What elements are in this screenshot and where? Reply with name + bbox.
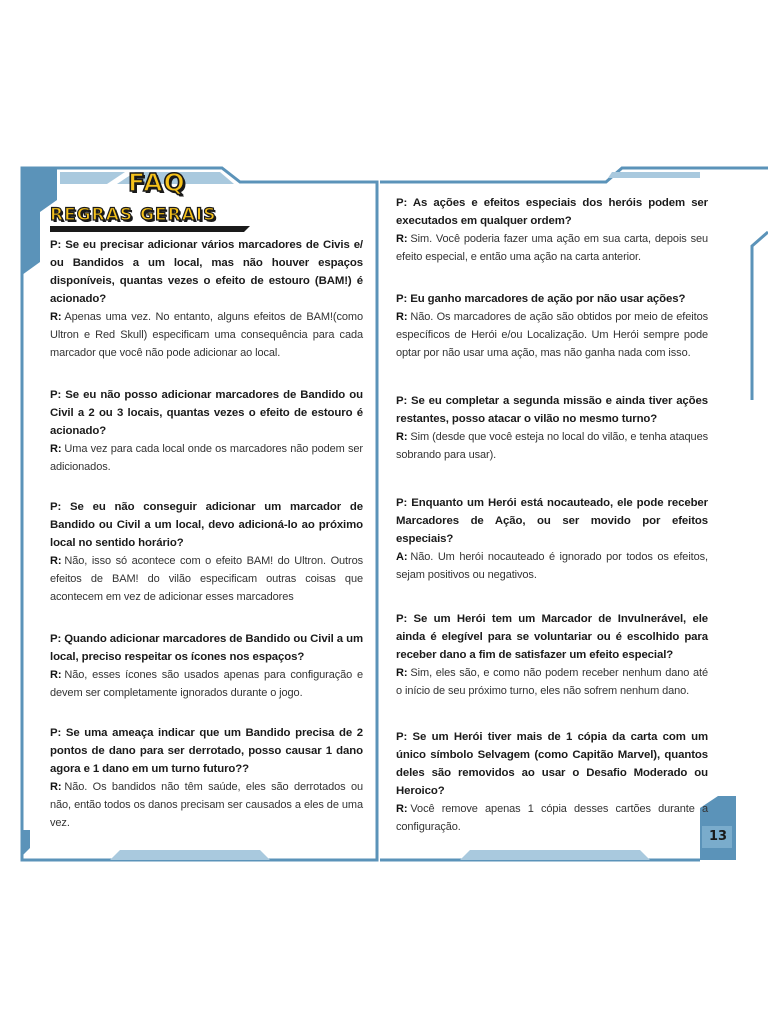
answer-text: Não. Os bandidos não têm saúde, eles são derrotados ou não, então todos os danos precisam ser causados a eles de uma vez. (50, 781, 363, 829)
question: P: Enquanto um Herói está nocauteado, ele pode receber Marcadores de Ação, ou ser movido por efeitos especiais? (396, 497, 708, 545)
answer-text: Apenas uma vez. No entanto, alguns efeitos de BAM!(como Ultron e Red Skull) especificam uma consequência para cada marcador que você não pode adicionar ao local. (50, 311, 363, 359)
answer-text: Não. Um herói nocauteado é ignorado por todos os efeitos, sejam positivos ou negativos. (396, 551, 708, 581)
qa-item (396, 194, 708, 266)
answer-text: Uma vez para cada local onde os marcadores não podem ser adicionados. (50, 443, 363, 473)
section-title: REGRAS GERAIS (50, 205, 217, 225)
answer (396, 800, 708, 836)
answer (396, 308, 708, 362)
left-column (50, 236, 363, 832)
answer-text: Sim (desde que você esteja no local do vilão, e tenha ataques sobrando para usar). (396, 431, 708, 461)
qa-item (50, 498, 363, 606)
answer-text: Sim, eles são, e como não podem receber nenhum dano até o início de seu próximo turno, eles não sofrem nenhum dano. (396, 667, 708, 697)
answer (396, 230, 708, 266)
answer-label: R: (50, 443, 62, 455)
qa-item (50, 386, 363, 476)
answer (50, 666, 363, 702)
question: P: Se um Herói tem um Marcador de Invulnerável, ele ainda é elegível para se voluntariar ou é escolhido para receber dano a fim de satisfazer um efeito especial? (396, 613, 708, 661)
answer-label: R: (396, 233, 408, 245)
qa-item (50, 724, 363, 832)
answer-label: R: (50, 781, 62, 793)
answer-label: R: (396, 431, 408, 443)
qa-item (396, 290, 708, 362)
answer-text: Você remove apenas 1 cópia desses cartões durante a configuração. (396, 803, 708, 833)
qa-item (396, 610, 708, 700)
answer-text: Não, esses ícones são usados apenas para configuração e devem ser completamente ignorados durante o jogo. (50, 669, 363, 699)
qa-item (396, 728, 708, 836)
question: P: Se eu precisar adicionar vários marcadores de Civis e/ ou Bandidos a um local, mas não houver espaços disponíveis, quantas vezes o efeito de estouro (BAM!) é acionado? (50, 239, 363, 305)
question: P: Se um Herói tiver mais de 1 cópia da carta com um único símbolo Selvagem (como Capitão Marvel), quantos deles são removidos ao usar o Desafio Moderado ou Heroico? (396, 731, 708, 797)
answer (50, 552, 363, 606)
qa-item (396, 392, 708, 464)
answer-label: R: (50, 311, 62, 323)
question: P: Se eu não conseguir adicionar um marcador de Bandido ou Civil a um local, devo adicioná-lo ao próximo local no sentido horário? (50, 501, 363, 549)
left-bottom-accent (22, 830, 30, 856)
answer (396, 428, 708, 464)
faq-title: FAQ (128, 168, 186, 197)
answer (50, 440, 363, 476)
question: P: As ações e efeitos especiais dos heróis podem ser executados em qualquer ordem? (396, 197, 708, 227)
answer-label: R: (396, 311, 408, 323)
qa-item (50, 236, 363, 362)
answer-label: R: (50, 555, 62, 567)
question: P: Eu ganho marcadores de ação por não usar ações? (396, 293, 686, 305)
question: P: Se eu completar a segunda missão e ainda tiver ações restantes, posso atacar o vilão no mesmo turno? (396, 395, 708, 425)
answer (396, 664, 708, 700)
question: P: Se eu não posso adicionar marcadores de Bandido ou Civil a 2 ou 3 locais, quantas vezes o efeito de estouro é acionado? (50, 389, 363, 437)
answer-text: Sim. Você poderia fazer uma ação em sua carta, depois seu efeito especial, e então uma ação na carta anterior. (396, 233, 708, 263)
page-number: 13 (708, 829, 728, 844)
question: P: Quando adicionar marcadores de Bandido ou Civil a um local, preciso respeitar os ícones nos espaços? (50, 633, 363, 663)
qa-item (396, 494, 708, 584)
answer-label: R: (396, 803, 408, 815)
answer (396, 548, 708, 584)
answer (50, 778, 363, 832)
answer-label: R: (396, 667, 408, 679)
answer-label: R: (50, 669, 62, 681)
right-panel-frame (380, 168, 768, 182)
answer-label: A: (396, 551, 408, 563)
answer-text: Não, isso só acontece com o efeito BAM! do Ultron. Outros efeitos de BAM! do vilão especificam outras coisas que acontecem em vez de adicionar esses marcadores (50, 555, 363, 603)
question: P: Se uma ameaça indicar que um Bandido precisa de 2 pontos de dano para ser derrotado, posso causar 1 dano agora e 1 dano em um turno futuro?? (50, 727, 363, 775)
answer-text: Não. Os marcadores de ação são obtidos por meio de efeitos específicos de Herói e/ou Localização. Um Herói sempre pode optar por não usar uma ação, mas não ganha nada com isso. (396, 311, 708, 359)
qa-item (50, 630, 363, 702)
right-column (396, 194, 708, 836)
answer (50, 308, 363, 362)
